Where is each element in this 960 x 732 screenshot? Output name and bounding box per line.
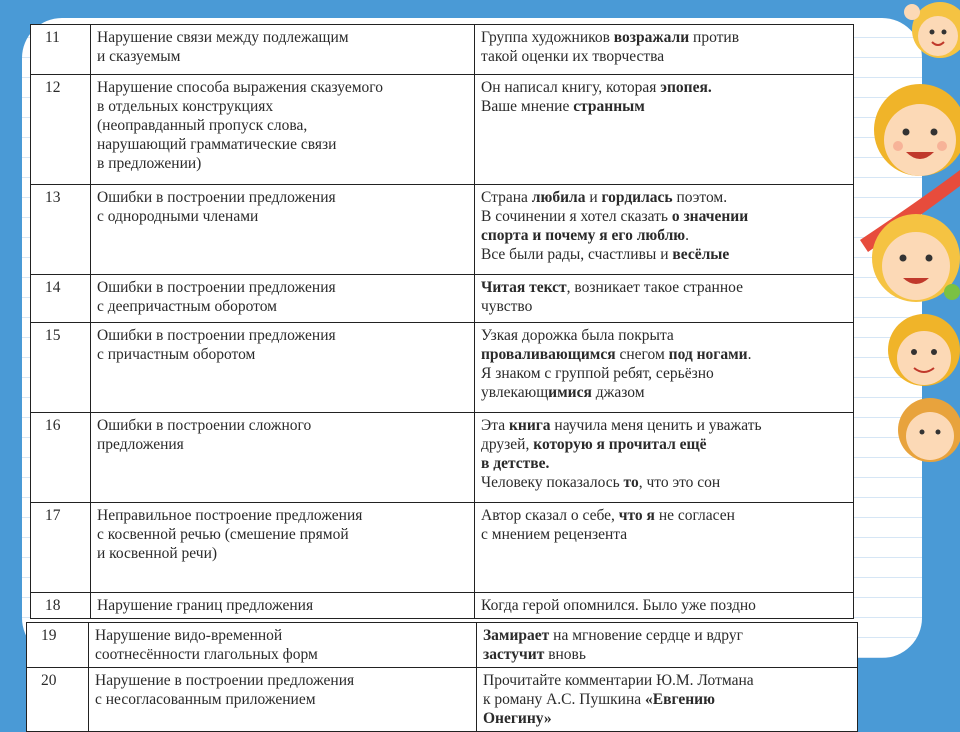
example-cell xyxy=(475,323,854,413)
example-text: Узкая дорожка была покрыта xyxy=(481,327,674,344)
error-type-line: Ошибки в построении сложного xyxy=(97,417,312,434)
example-line xyxy=(481,188,847,207)
error-type-line: в отдельных конструкциях xyxy=(97,98,274,115)
example-line xyxy=(481,416,847,435)
example-line xyxy=(481,47,847,66)
error-type-cell xyxy=(91,75,475,185)
error-type-line: Нарушение способа выражения сказуемого xyxy=(97,79,384,96)
example-line xyxy=(483,690,851,709)
example-text: Он написал книгу, которая xyxy=(481,79,661,96)
example-text: такой оценки их творчества xyxy=(481,48,665,65)
error-type-line: Нарушение границ предложения xyxy=(97,597,314,614)
highlighted-error-fragment: под ногами xyxy=(668,346,748,363)
example-text: увлекающ xyxy=(481,384,549,401)
error-type-line: (неоправданный пропуск слова, xyxy=(97,117,308,134)
error-type-line: с несогласованным приложением xyxy=(95,691,316,708)
example-text: джазом xyxy=(591,384,645,401)
highlighted-error-fragment: весёлые xyxy=(672,246,730,263)
highlighted-error-fragment: гордилась xyxy=(601,189,673,206)
example-text: против xyxy=(689,29,740,46)
example-cell xyxy=(475,185,854,275)
table-row xyxy=(31,323,854,413)
cartoon-children-illustration xyxy=(840,0,960,480)
example-line xyxy=(481,435,847,454)
errors-table-bottom xyxy=(26,622,858,732)
error-type-line: Ошибки в построении предложения xyxy=(97,189,336,206)
example-text: . xyxy=(747,346,752,363)
highlighted-error-fragment: что я xyxy=(618,507,655,524)
example-line xyxy=(481,525,847,544)
example-text: чувство xyxy=(481,298,533,315)
example-line xyxy=(481,326,847,345)
row-number: 17 xyxy=(31,503,91,593)
example-line xyxy=(481,226,847,245)
highlighted-error-fragment: проваливающимся xyxy=(481,346,616,363)
error-type-line: с причастным оборотом xyxy=(97,346,256,363)
error-type-cell xyxy=(91,323,475,413)
example-cell xyxy=(475,413,854,503)
error-type-cell xyxy=(91,185,475,275)
row-number: 16 xyxy=(31,413,91,503)
highlighted-error-fragment: Читая текст xyxy=(481,279,567,296)
highlighted-error-fragment: которую я прочитал ещё xyxy=(533,436,707,453)
error-type-line: Нарушение в построении предложения xyxy=(95,672,355,689)
error-type-line: Нарушение связи между подлежащим xyxy=(97,29,349,46)
error-type-line: Ошибки в построении предложения xyxy=(97,279,336,296)
error-type-line: Ошибки в построении предложения xyxy=(97,327,336,344)
example-text: и xyxy=(585,189,602,206)
highlighted-error-fragment: странным xyxy=(573,98,645,115)
example-text: Я знаком с группой ребят, серьёзно xyxy=(481,365,714,382)
example-line xyxy=(483,626,851,645)
example-text: Страна xyxy=(481,189,532,206)
example-text: Все были рады, счастливы и xyxy=(481,246,673,263)
error-type-line: с косвенной речью (смешение прямой xyxy=(97,526,349,543)
error-type-line: Неправильное построение предложения xyxy=(97,507,363,524)
table-row xyxy=(31,75,854,185)
highlighted-error-fragment: «Евгению xyxy=(645,691,715,708)
example-text: друзей, xyxy=(481,436,534,453)
row-number: 15 xyxy=(31,323,91,413)
example-line xyxy=(481,364,847,383)
highlighted-error-fragment: эпопея. xyxy=(660,79,712,96)
example-text: Автор сказал о себе, xyxy=(481,507,619,524)
table-row xyxy=(27,623,858,668)
table-row xyxy=(31,413,854,503)
example-cell xyxy=(477,668,858,732)
row-number: 14 xyxy=(31,275,91,323)
row-number: 11 xyxy=(31,25,91,75)
highlighted-error-fragment: спорта и почему я его люблю xyxy=(481,227,686,244)
example-line xyxy=(483,709,851,728)
example-line xyxy=(481,207,847,226)
highlighted-error-fragment: Онегину» xyxy=(483,710,552,727)
highlighted-error-fragment: о значении xyxy=(671,208,749,225)
table-row xyxy=(27,668,858,732)
error-type-line: соотнесённости глагольных форм xyxy=(95,646,318,663)
example-text: Прочитайте комментарии Ю.М. Лотмана xyxy=(483,672,754,689)
example-text: к роману А.С. Пушкина xyxy=(483,691,646,708)
error-type-cell xyxy=(91,275,475,323)
example-line xyxy=(481,97,847,116)
example-line xyxy=(481,78,847,97)
error-type-line: и косвенной речи) xyxy=(97,545,218,562)
error-type-line: в предложении) xyxy=(97,155,202,172)
example-line xyxy=(481,596,847,615)
error-type-cell xyxy=(91,503,475,593)
highlighted-error-fragment: возражали xyxy=(613,29,690,46)
example-cell xyxy=(475,593,854,619)
example-line xyxy=(481,345,847,364)
example-text: Когда герой опомнился. Было уже поздно xyxy=(481,597,756,614)
example-line xyxy=(481,278,847,297)
table-row xyxy=(31,503,854,593)
highlighted-error-fragment: застучит xyxy=(483,646,545,663)
example-text: Человеку показалось xyxy=(481,474,624,491)
example-cell xyxy=(475,25,854,75)
example-cell xyxy=(475,75,854,185)
example-line xyxy=(483,671,851,690)
error-type-line: предложения xyxy=(97,436,184,453)
highlighted-error-fragment: Замирает xyxy=(483,627,550,644)
highlighted-error-fragment: книга xyxy=(508,417,551,434)
example-cell xyxy=(475,503,854,593)
error-type-cell xyxy=(91,593,475,619)
highlighted-error-fragment: имися xyxy=(548,384,592,401)
example-line xyxy=(481,297,847,316)
row-number: 20 xyxy=(27,668,89,732)
example-line xyxy=(481,383,847,402)
example-text: . xyxy=(685,227,690,244)
table-row xyxy=(31,593,854,619)
example-line xyxy=(481,245,847,264)
error-type-line: и сказуемым xyxy=(97,48,181,65)
example-text: поэтом. xyxy=(672,189,728,206)
row-number: 19 xyxy=(27,623,89,668)
error-type-cell xyxy=(89,623,477,668)
example-text: не согласен xyxy=(654,507,735,524)
table-row xyxy=(31,25,854,75)
example-text: Группа художников xyxy=(481,29,614,46)
error-type-cell xyxy=(91,413,475,503)
example-text: В сочинении я хотел сказать xyxy=(481,208,672,225)
error-type-line: нарушающий грамматические связи xyxy=(97,136,337,153)
error-type-line: Нарушение видо-временной xyxy=(95,627,283,644)
example-text: Эта xyxy=(481,417,509,434)
row-number: 12 xyxy=(31,75,91,185)
errors-table-top xyxy=(30,24,854,619)
error-type-cell xyxy=(89,668,477,732)
example-text: на мгновение сердце и вдруг xyxy=(549,627,743,644)
error-type-cell xyxy=(91,25,475,75)
example-line xyxy=(481,473,847,492)
example-text: , что это сон xyxy=(638,474,721,491)
example-line xyxy=(481,454,847,473)
error-type-line: с однородными членами xyxy=(97,208,259,225)
example-cell xyxy=(475,275,854,323)
example-text: вновь xyxy=(544,646,586,663)
example-text: с мнением рецензента xyxy=(481,526,628,543)
highlighted-error-fragment: то xyxy=(623,474,639,491)
table-row xyxy=(31,275,854,323)
example-text: Ваше мнение xyxy=(481,98,574,115)
example-text: научила меня ценить и уважать xyxy=(550,417,762,434)
row-number: 18 xyxy=(31,593,91,619)
example-text: , возникает такое странное xyxy=(566,279,743,296)
example-text: снегом xyxy=(615,346,669,363)
highlighted-error-fragment: любила xyxy=(531,189,586,206)
error-type-line: с деепричастным оборотом xyxy=(97,298,277,315)
example-line xyxy=(481,28,847,47)
highlighted-error-fragment: в детстве. xyxy=(481,455,550,472)
example-cell xyxy=(477,623,858,668)
example-line xyxy=(481,506,847,525)
row-number: 13 xyxy=(31,185,91,275)
table-row xyxy=(31,185,854,275)
example-line xyxy=(483,645,851,664)
